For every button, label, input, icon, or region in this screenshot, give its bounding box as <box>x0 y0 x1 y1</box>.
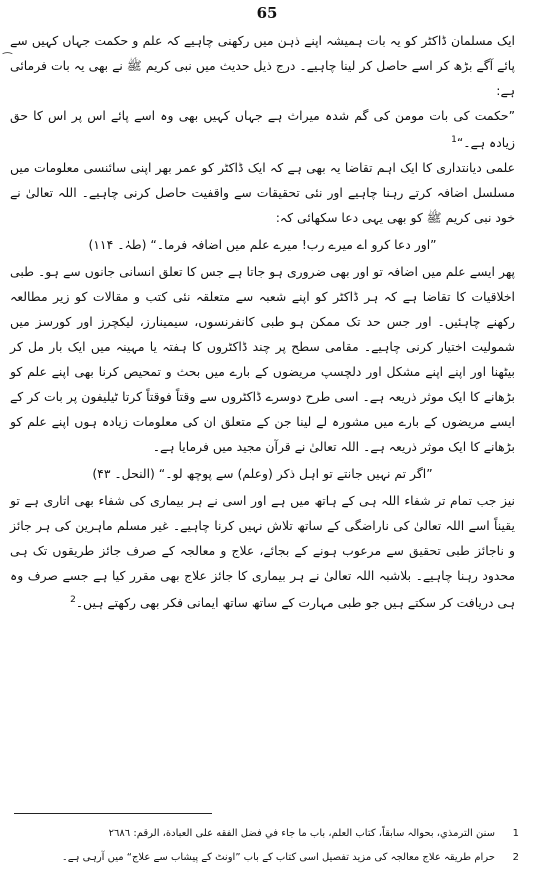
footnote-item <box>14 822 519 846</box>
footnote-number: 1 <box>512 828 519 839</box>
paragraph: علمی دیانتداری کا ایک اہم تقاضا یہ بھی ہے کہ ایک ڈاکٹر کو عمر بھر اپنی سائنسی معلومات میں مسلسل اضافہ کرتے رہنا چاہیے اور نئی تحقیقات سے واقفیت حاصل کرنی چاہیے۔ اللہ تعالیٰ نے خود نبی کریم ﷺ کو بھی یہی دعا سکھائی کہ: <box>10 160 515 226</box>
footnotes <box>14 822 519 870</box>
paragraph: نیز جب تمام تر شفاء اللہ ہی کے ہاتھ میں ہے اور اسی نے ہر بیماری کی شفاء بھی اتاری ہے تو یقیناً اسے اللہ تعالیٰ کی ناراضگی کے ساتھ تلاش نہیں کرنا چاہیے۔ غیر مسلم ماہرین کی ہر جائز و ناجائز طبی تحقیق سے مرعوب ہونے کے بجائے، علاج و معالجہ کے صرف جائز طریقوں تک ہی محدود رہنا چاہیے۔ بلاشبہ اللہ تعالیٰ نے ہر بیماری کا جائز علاج بھی مقرر کیا ہے جسے صرف وہ ہی دریافت کر سکتے ہیں جو طبی مہارت کے ساتھ ساتھ ایمانی فکر بھی رکھتے ہیں۔$^2$ <box>10 493 515 611</box>
quran-quote: ”اگر تم نہیں جانتے تو اہل ذکر (وعلم) سے پوچھ لو۔“ (النحل۔ ۴۳) <box>92 466 433 482</box>
margin-mark: ⁀ <box>3 52 12 65</box>
paragraph: ایک مسلمان ڈاکٹر کو یہ بات ہمیشہ اپنے ذہن میں رکھنی چاہیے کہ علم و حکمت جہاں کہیں سے پائے آگے بڑھ کر اسے حاصل کر لینا چاہیے۔ درج ذیل حدیث میں نبی کریم ﷺ نے بھی یہ بات فرمائی ہے: <box>10 33 515 98</box>
footnote-item <box>14 846 519 870</box>
footnote-number: 2 <box>512 852 519 863</box>
page-number: 65 <box>256 4 278 22</box>
footnote-ref: 1 <box>451 135 457 145</box>
body-text <box>10 28 515 615</box>
footnote-divider <box>14 813 212 814</box>
quran-quote: ”اور دعا کرو اے میرے رب! میرے علم میں اضافہ فرما۔“ (طہٰ۔ ۱۱۴) <box>88 237 437 253</box>
footnote-text: حرام طریقہ علاج معالجہ کی مزید تفصیل اسی کتاب کے باب ”اونٹ کے پیشاب سے علاج“ میں آرہی ہے۔ <box>61 852 495 863</box>
footnote-ref: 2 <box>70 595 76 606</box>
paragraph: پھر ایسے علم میں اضافہ تو اور بھی ضروری ہو جاتا ہے جس کا تعلق انسانی جانوں سے ہو۔ طبی اخلاقیات کا تقاضا ہے کہ ہر ڈاکٹر کو اپنے شعبہ سے متعلقہ نئی کتب و مقالات کو زیر مطالعہ رکھنے چاہئیں۔ اور جس حد تک ممکن ہو طبی کانفرنسوں، سیمینارز، لیکچرز اور کورسز میں شمولیت اختیار کرنی چاہیے۔ مقامی سطح پر چند ڈاکٹروں کا ہفتہ یا مہینہ میں ایک بار مل کر بیٹھنا اور اپنے اپنے مشکل اور دلچسپ مریضوں کے بارے میں بحث و تمحیص کرنا بھی اپنے علم کو بڑھانے کا ایک موثر ذریعہ ہے۔ اسی طرح دوسرے ڈاکٹروں سے وقتاً فوقتاً کرتا ٹیلیفون پر بات کر کے ایسے مریضوں کے بارے میں مشورہ لے لینا جن کے متعلق ان کی معلومات زیادہ ہوں اپنے علم کو بڑھانے کا ایک موثر ذریعہ ہے۔ اللہ تعالیٰ نے قرآن مجید میں فرمایا ہے۔ <box>10 264 515 455</box>
footnote-text: سنن الترمذي، بحوالہ سابقاً، كتاب العلم، باب ما جاء في فضل الفقه على العبادة، الرقم: ٢٦٨٦ <box>108 828 495 839</box>
hadith-quote: ”حکمت کی بات مومن کی گم شدہ میراث ہے جہاں کہیں بھی وہ اسے پائے اس پر اس کا حق زیادہ ہے۔“$^1$ <box>10 108 515 151</box>
